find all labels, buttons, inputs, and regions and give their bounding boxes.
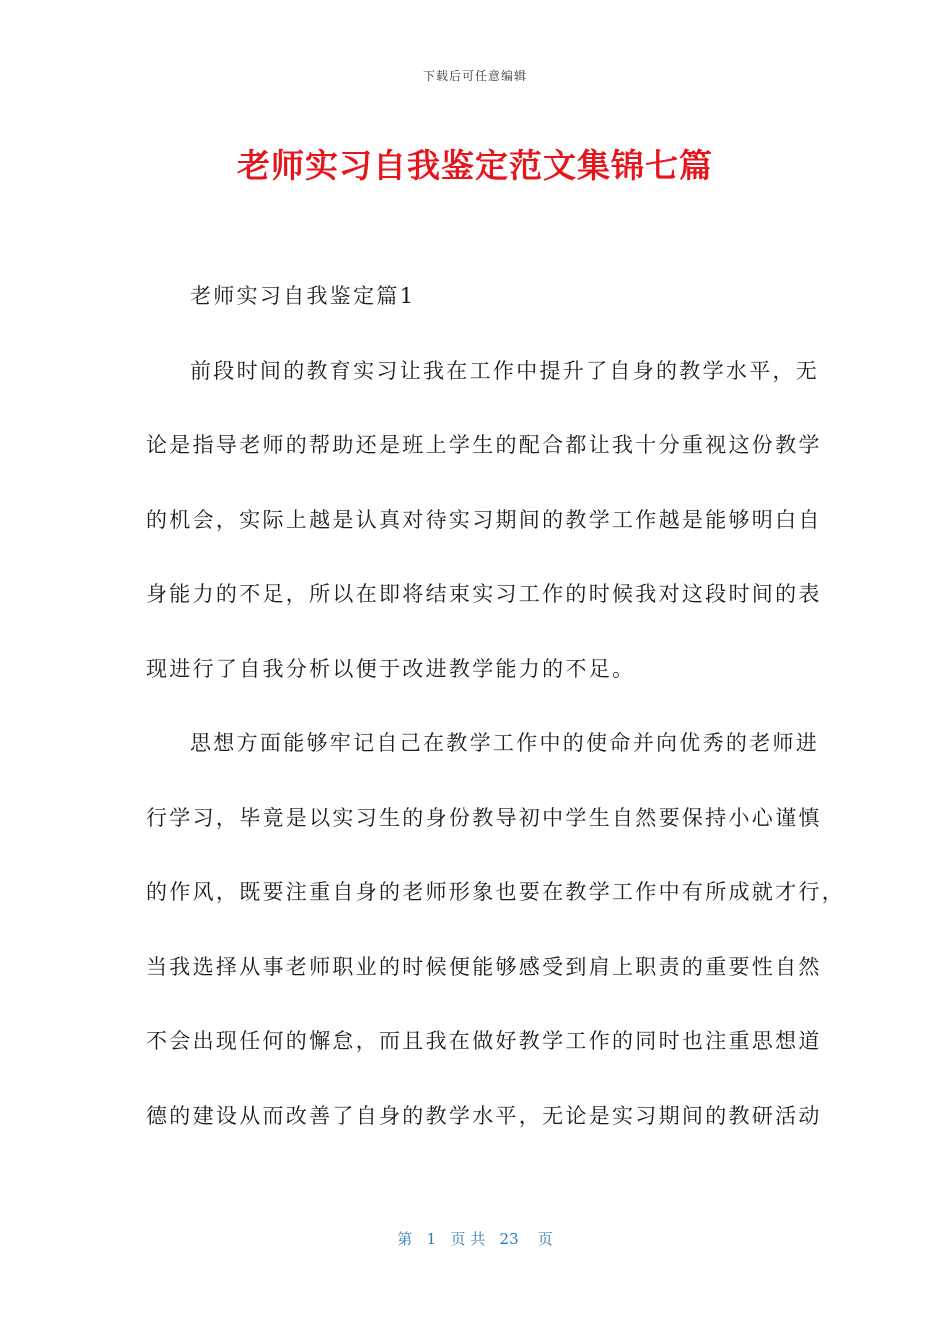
body-line: 德的建设从而改善了自身的教学水平，无论是实习期间的教研活动 — [146, 1103, 822, 1128]
body-line: 前段时间的教育实习让我在工作中提升了自身的教学水平，无 — [190, 358, 820, 383]
body-line: 思想方面能够牢记自己在教学工作中的使命并向优秀的老师进 — [190, 731, 820, 755]
body-line: 行学习，毕竟是以实习生的身份教导初中学生自然要保持小心谨慎 — [146, 805, 822, 830]
document-body — [146, 278, 845, 1172]
footer-prefix: 第 — [397, 1230, 413, 1248]
body-line: 的机会，实际上越是认真对待实习期间的教学工作越是能够明白自 — [146, 507, 822, 532]
header-note: 下载后可任意编辑 — [422, 69, 527, 83]
footer-total-pages: 23 — [499, 1230, 519, 1248]
footer-page-number: 1 — [426, 1230, 437, 1248]
body-line: 现进行了自我分析以便于改进教学能力的不足。 — [146, 656, 636, 681]
body-line: 老师实习自我鉴定篇1 — [190, 284, 416, 308]
footer-middle: 页 共 — [450, 1230, 486, 1248]
page-footer — [0, 1228, 950, 1249]
body-line: 论是指导老师的帮助还是班上学生的配合都让我十分重视这份教学 — [146, 433, 822, 457]
document-title: 老师实习自我鉴定范文集锦七篇 — [237, 146, 713, 185]
body-line: 的作风，既要注重自身的老师形象也要在教学工作中有所成就才行， — [146, 880, 845, 904]
body-line: 身能力的不足，所以在即将结束实习工作的时候我对这段时间的表 — [146, 582, 822, 606]
body-line: 不会出现任何的懈怠，而且我在做好教学工作的同时也注重思想道 — [146, 1029, 822, 1053]
footer-suffix: 页 — [537, 1230, 553, 1248]
body-line: 当我选择从事老师职业的时候便能够感受到肩上职责的重要性自然 — [146, 954, 822, 979]
